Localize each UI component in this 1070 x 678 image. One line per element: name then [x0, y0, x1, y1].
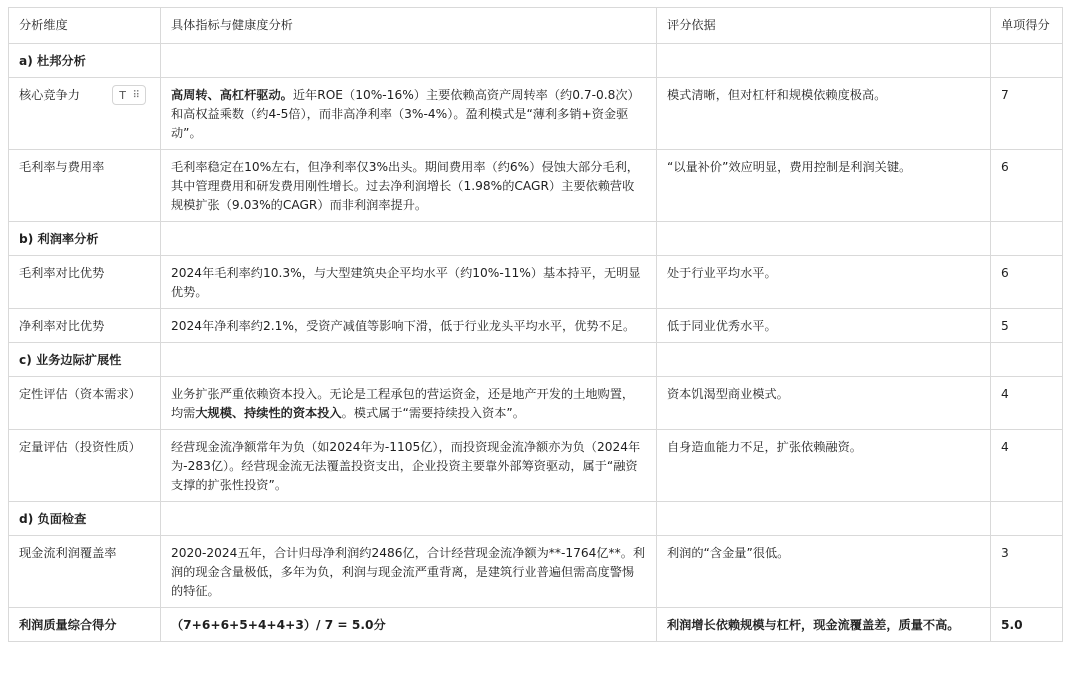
analysis-cell — [161, 78, 657, 150]
basis-cell: “以量补价”效应明显，费用控制是利润关键。 — [657, 150, 991, 222]
section-title: d) 负面检查 — [9, 502, 161, 536]
cell-toolbar[interactable] — [112, 85, 146, 105]
drag-handle-icon[interactable]: ⠿ — [132, 89, 139, 101]
header-dimension: 分析维度 — [9, 8, 161, 44]
basis-cell: 自身造血能力不足，扩张依赖融资。 — [657, 430, 991, 502]
section-title: a) 杜邦分析 — [9, 44, 161, 78]
empty-cell — [161, 44, 657, 78]
empty-cell — [991, 343, 1063, 377]
table-row — [9, 256, 1063, 309]
analysis-cell — [161, 377, 657, 430]
table-row — [9, 430, 1063, 502]
table-wrapper — [8, 7, 1062, 642]
score-cell: 4 — [991, 430, 1063, 502]
basis-cell: 资本饥渴型商业模式。 — [657, 377, 991, 430]
table-row — [9, 150, 1063, 222]
empty-cell — [657, 44, 991, 78]
dimension-cell: 现金流利润覆盖率 — [9, 536, 161, 608]
analysis-cell: 2020-2024五年，合计归母净利润约2486亿，合计经营现金流净额为**-1764亿**。利润的现金含量极低，多年为负，利润与现金流严重背离，是建筑行业普遍但需高度警惕的特征。 — [161, 536, 657, 608]
final-score-row — [9, 608, 1063, 642]
final-formula: （7+6+6+5+4+4+3）/ 7 = 5.0分 — [161, 608, 657, 642]
empty-cell — [991, 222, 1063, 256]
empty-cell — [161, 222, 657, 256]
section-row-scalability — [9, 343, 1063, 377]
final-basis: 利润增长依赖规模与杠杆，现金流覆盖差，质量不高。 — [657, 608, 991, 642]
dimension-cell: 定量评估（投资性质） — [9, 430, 161, 502]
score-cell: 3 — [991, 536, 1063, 608]
final-score: 5.0 — [991, 608, 1063, 642]
analysis-bold: 高周转、高杠杆驱动。 — [171, 88, 293, 102]
basis-cell: 低于同业优秀水平。 — [657, 309, 991, 343]
table-row — [9, 78, 1063, 150]
dimension-cell: 毛利率与费用率 — [9, 150, 161, 222]
dimension-cell — [9, 78, 161, 150]
text-format-icon[interactable]: T — [119, 88, 126, 102]
empty-cell — [161, 502, 657, 536]
final-dimension: 利润质量综合得分 — [9, 608, 161, 642]
dimension-cell: 净利率对比优势 — [9, 309, 161, 343]
empty-cell — [657, 222, 991, 256]
score-cell: 6 — [991, 256, 1063, 309]
section-title: c) 业务边际扩展性 — [9, 343, 161, 377]
analysis-text: 。模式属于“需要持续投入资本”。 — [341, 406, 525, 420]
table-row — [9, 309, 1063, 343]
section-row-margin — [9, 222, 1063, 256]
dimension-cell: 定性评估（资本需求） — [9, 377, 161, 430]
empty-cell — [161, 343, 657, 377]
score-cell: 6 — [991, 150, 1063, 222]
analysis-text: 近年ROE（10%-16%）主要依赖高资产周转率（约0.7-0.8次）和高权益乘数（约4-5倍），而非高净利率（3%-4%）。盈利模式是“薄利多销+资金驱动”。 — [171, 88, 640, 140]
table-header-row — [9, 8, 1063, 44]
analysis-text: 业务扩张严重依赖资本投入。无论是工程承包的营运资金，还是地产开发的土地购置，均需 — [171, 387, 635, 420]
header-analysis: 具体指标与健康度分析 — [161, 8, 657, 44]
basis-cell: 处于行业平均水平。 — [657, 256, 991, 309]
header-basis: 评分依据 — [657, 8, 991, 44]
analysis-cell: 毛利率稳定在10%左右，但净利率仅3%出头。期间费用率（约6%）侵蚀大部分毛利，其中管理费用和研发费用刚性增长。过去净利润增长（1.98%的CAGR）主要依赖营收规模扩张（9.03%的CAGR）而非利润率提升。 — [161, 150, 657, 222]
analysis-cell: 2024年毛利率约10.3%，与大型建筑央企平均水平（约10%-11%）基本持平，无明显优势。 — [161, 256, 657, 309]
empty-cell — [657, 502, 991, 536]
analysis-cell: 2024年净利率约2.1%，受资产减值等影响下滑，低于行业龙头平均水平，优势不足。 — [161, 309, 657, 343]
empty-cell — [991, 502, 1063, 536]
table-row — [9, 536, 1063, 608]
profit-quality-table — [8, 7, 1063, 642]
section-row-dupont — [9, 44, 1063, 78]
dimension-label: 核心竞争力 — [19, 88, 80, 102]
empty-cell — [657, 343, 991, 377]
score-cell: 7 — [991, 78, 1063, 150]
basis-cell: 利润的“含金量”很低。 — [657, 536, 991, 608]
section-title: b) 利润率分析 — [9, 222, 161, 256]
analysis-bold: 大规模、持续性的资本投入 — [195, 406, 342, 420]
basis-cell: 模式清晰，但对杠杆和规模依赖度极高。 — [657, 78, 991, 150]
dimension-cell: 毛利率对比优势 — [9, 256, 161, 309]
score-cell: 5 — [991, 309, 1063, 343]
header-score: 单项得分 — [991, 8, 1063, 44]
empty-cell — [991, 44, 1063, 78]
analysis-cell: 经营现金流净额常年为负（如2024年为-1105亿），而投资现金流净额亦为负（2024年为-283亿）。经营现金流无法覆盖投资支出，企业投资主要靠外部筹资驱动，属于“融资支撑的扩张性投资”。 — [161, 430, 657, 502]
table-row — [9, 377, 1063, 430]
section-row-negative-check — [9, 502, 1063, 536]
score-cell: 4 — [991, 377, 1063, 430]
